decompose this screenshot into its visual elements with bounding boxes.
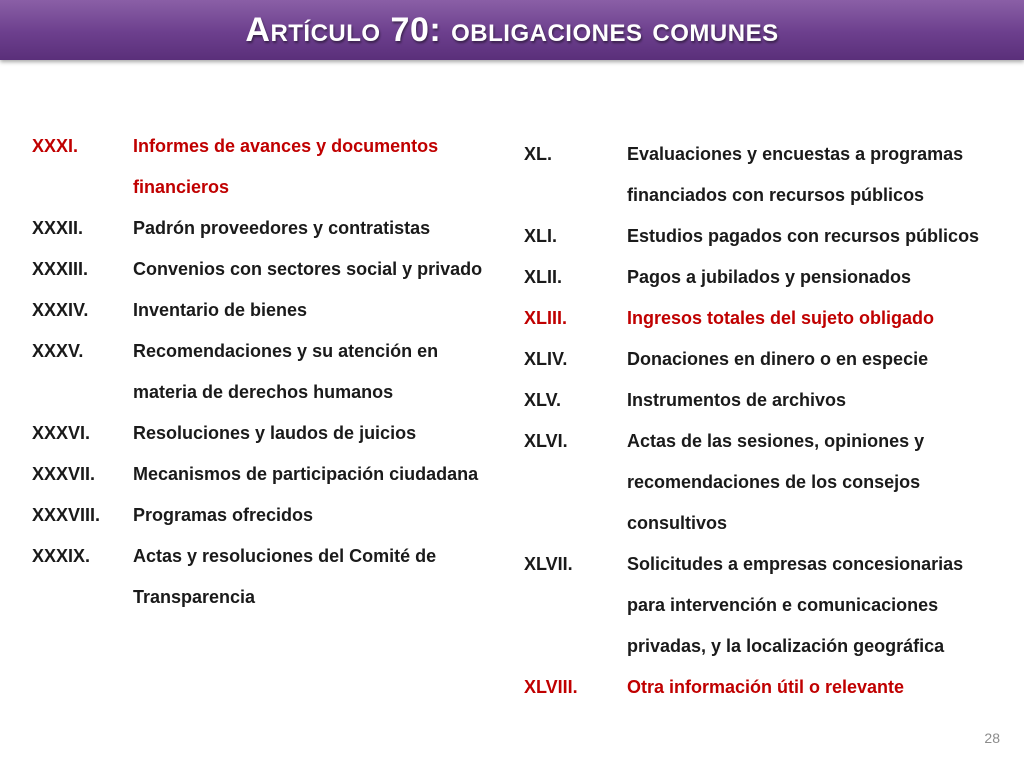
item-text: Solicitudes a empresas concesionarias para intervención e comunicaciones privadas, y la localización geográfica	[627, 554, 964, 656]
page-number: 28	[984, 730, 1000, 746]
list-item	[524, 216, 1004, 257]
slide-title: Artículo 70: obligaciones comunes	[245, 10, 779, 49]
item-text: Inventario de bienes	[133, 300, 308, 320]
item-text: Pagos a jubilados y pensionados	[627, 267, 912, 287]
item-text: Padrón proveedores y contratistas	[133, 218, 431, 238]
list-item	[32, 290, 492, 331]
item-number: XXXI.	[32, 136, 79, 156]
item-number: XLI.	[524, 226, 558, 246]
item-text: Estudios pagados con recursos públicos	[627, 226, 980, 246]
list-item	[32, 126, 492, 208]
list-item	[524, 257, 1004, 298]
item-number: XXXVI.	[32, 423, 91, 443]
left-item-list	[32, 126, 492, 618]
item-text: Mecanismos de participación ciudadana	[133, 464, 479, 484]
item-text: Informes de avances y documentos financieros	[133, 136, 439, 197]
list-item	[32, 454, 492, 495]
item-number: XXXIX.	[32, 546, 91, 566]
item-number: XLVIII.	[524, 677, 578, 697]
left-column	[32, 126, 492, 618]
item-text: Actas y resoluciones del Comité de Transparencia	[133, 546, 437, 607]
list-item	[524, 380, 1004, 421]
item-text: Evaluaciones y encuestas a programas financiados con recursos públicos	[627, 144, 964, 205]
list-item	[524, 421, 1004, 544]
item-text: Actas de las sesiones, opiniones y recomendaciones de los consejos consultivos	[627, 431, 925, 533]
item-number: XXXII.	[32, 218, 84, 238]
item-number: XLII.	[524, 267, 563, 287]
list-item	[32, 249, 492, 290]
item-text: Instrumentos de archivos	[627, 390, 847, 410]
item-text: Otra información útil o relevante	[627, 677, 905, 697]
item-number: XXXV.	[32, 341, 84, 361]
item-text: Resoluciones y laudos de juicios	[133, 423, 417, 443]
list-item	[32, 495, 492, 536]
right-column	[524, 134, 1004, 708]
item-text: Convenios con sectores social y privado	[133, 259, 483, 279]
item-number: XLVII.	[524, 554, 573, 574]
item-number: XLIV.	[524, 349, 568, 369]
list-item	[524, 667, 1004, 708]
item-number: XLIII.	[524, 308, 568, 328]
list-item	[32, 536, 492, 618]
item-number: XXXIII.	[32, 259, 89, 279]
item-text: Ingresos totales del sujeto obligado	[627, 308, 935, 328]
right-item-list	[524, 134, 1004, 708]
item-number: XLV.	[524, 390, 562, 410]
list-item	[32, 331, 492, 413]
item-number: XL.	[524, 144, 553, 164]
list-item	[32, 208, 492, 249]
item-text: Recomendaciones y su atención en materia de derechos humanos	[133, 341, 439, 402]
list-item	[524, 298, 1004, 339]
item-number: XXXVII.	[32, 464, 96, 484]
item-number: XLVI.	[524, 431, 568, 451]
item-text: Programas ofrecidos	[133, 505, 314, 525]
list-item	[524, 339, 1004, 380]
item-number: XXXVIII.	[32, 505, 101, 525]
item-number: XXXIV.	[32, 300, 89, 320]
list-item	[32, 413, 492, 454]
item-text: Donaciones en dinero o en especie	[627, 349, 929, 369]
list-item	[524, 544, 1004, 667]
list-item	[524, 134, 1004, 216]
